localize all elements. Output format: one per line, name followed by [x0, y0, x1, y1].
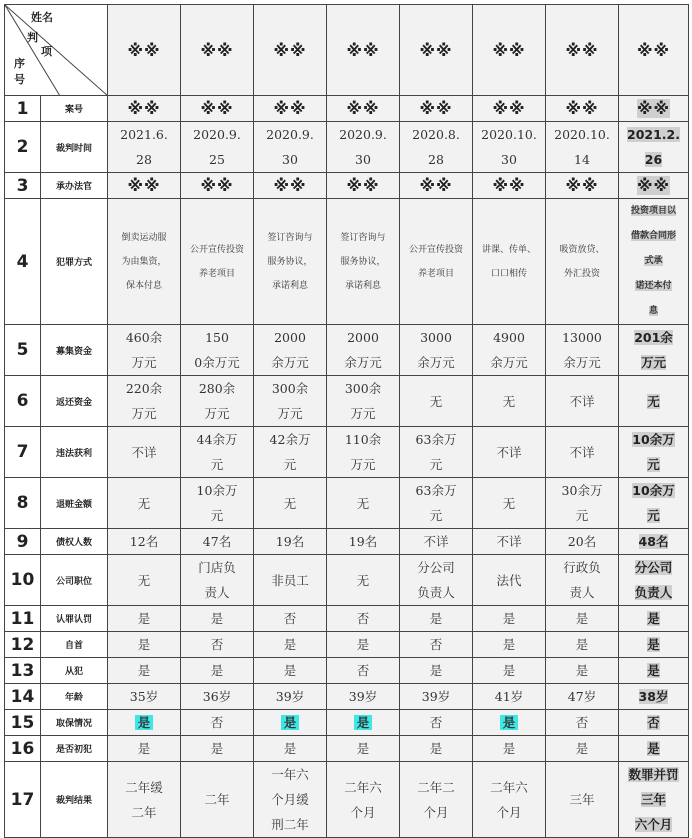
value-cell: 是 — [473, 710, 546, 736]
value-cell: 是 — [400, 736, 473, 762]
value-cell: ※※ — [181, 173, 254, 199]
row-number: 5 — [5, 325, 41, 376]
value-cell: 二年 — [181, 762, 254, 838]
value-cell: 是 — [108, 710, 181, 736]
table-row — [5, 736, 689, 762]
name-cell: ※※ — [108, 5, 181, 96]
value-cell: 不详 — [400, 529, 473, 555]
value-cell: 20名 — [546, 529, 619, 555]
table-row — [5, 199, 689, 325]
value-cell: 三年 — [546, 762, 619, 838]
row-label: 裁判时间 — [41, 122, 108, 173]
value-cell: 150 0余万元 — [181, 325, 254, 376]
value-cell: 是 — [619, 658, 689, 684]
name-cell: ※※ — [473, 5, 546, 96]
value-cell: 否 — [181, 710, 254, 736]
value-cell: 19名 — [254, 529, 327, 555]
value-cell: 2020.9. 30 — [254, 122, 327, 173]
row-label: 犯罪方式 — [41, 199, 108, 325]
value-cell: 42余万 元 — [254, 427, 327, 478]
value-cell: 是 — [181, 658, 254, 684]
name-cell: ※※ — [254, 5, 327, 96]
value-cell: 不详 — [473, 529, 546, 555]
name-cell: ※※ — [181, 5, 254, 96]
row-number: 12 — [5, 632, 41, 658]
value-cell: 公开宣传投资 养老项目 — [400, 199, 473, 325]
value-cell: 2021.6. 28 — [108, 122, 181, 173]
value-cell: ※※ — [473, 173, 546, 199]
corner-seq-label-a: 序 — [14, 57, 25, 70]
value-cell: 不详 — [546, 376, 619, 427]
row-number: 9 — [5, 529, 41, 555]
value-cell: 是 — [546, 606, 619, 632]
table-row — [5, 376, 689, 427]
value-cell: 是 — [181, 736, 254, 762]
row-label: 承办法官 — [41, 173, 108, 199]
value-cell: 二年六 个月 — [327, 762, 400, 838]
value-cell: 2020.10. 30 — [473, 122, 546, 173]
value-cell: 41岁 — [473, 684, 546, 710]
value-cell: 2021.2. 26 — [619, 122, 689, 173]
value-cell: ※※ — [400, 96, 473, 122]
row-number: 7 — [5, 427, 41, 478]
value-cell: 是 — [400, 658, 473, 684]
value-cell: 无 — [108, 555, 181, 606]
value-cell: 39岁 — [327, 684, 400, 710]
value-cell: 2020.8. 28 — [400, 122, 473, 173]
value-cell: ※※ — [473, 96, 546, 122]
row-number: 2 — [5, 122, 41, 173]
value-cell: 是 — [400, 606, 473, 632]
corner-name-label: 姓名 — [31, 11, 53, 24]
value-cell: 48名 — [619, 529, 689, 555]
value-cell: 是 — [619, 736, 689, 762]
row-number: 3 — [5, 173, 41, 199]
value-cell: 否 — [400, 632, 473, 658]
value-cell: 是 — [108, 632, 181, 658]
value-cell: ※※ — [546, 173, 619, 199]
value-cell: 300余 万元 — [327, 376, 400, 427]
value-cell: 讲课、传单、 口口相传 — [473, 199, 546, 325]
value-cell: 10余万 元 — [181, 478, 254, 529]
corner-item-label-a: 判 — [27, 31, 38, 44]
value-cell: 36岁 — [181, 684, 254, 710]
row-number: 13 — [5, 658, 41, 684]
value-cell: 无 — [473, 376, 546, 427]
value-cell: 10余万 元 — [619, 427, 689, 478]
value-cell: ※※ — [619, 173, 689, 199]
value-cell: 无 — [108, 478, 181, 529]
value-cell: ※※ — [108, 96, 181, 122]
value-cell: 13000 余万元 — [546, 325, 619, 376]
value-cell: 3000 余万元 — [400, 325, 473, 376]
value-cell: 数罪并罚 三年 六个月 — [619, 762, 689, 838]
value-cell: 201余 万元 — [619, 325, 689, 376]
table-row — [5, 122, 689, 173]
value-cell: 10余万 元 — [619, 478, 689, 529]
table-row — [5, 555, 689, 606]
value-cell: 2020.9. 25 — [181, 122, 254, 173]
value-cell: 是 — [327, 736, 400, 762]
value-cell: 是 — [327, 632, 400, 658]
value-cell: 4900 余万元 — [473, 325, 546, 376]
value-cell: 35岁 — [108, 684, 181, 710]
value-cell: 倒卖运动服 为由集资， 保本付息 — [108, 199, 181, 325]
value-cell: 是 — [546, 658, 619, 684]
value-cell: ※※ — [254, 173, 327, 199]
row-label: 认罪认罚 — [41, 606, 108, 632]
value-cell: 是 — [254, 632, 327, 658]
value-cell: ※※ — [108, 173, 181, 199]
value-cell: 不详 — [108, 427, 181, 478]
value-cell: 12名 — [108, 529, 181, 555]
row-label: 自首 — [41, 632, 108, 658]
table-row — [5, 325, 689, 376]
value-cell: 110余 万元 — [327, 427, 400, 478]
value-cell: 签订咨询与 服务协议， 承诺利息 — [254, 199, 327, 325]
value-cell: 是 — [546, 632, 619, 658]
value-cell: 38岁 — [619, 684, 689, 710]
value-cell: 63余万 元 — [400, 478, 473, 529]
row-label: 年龄 — [41, 684, 108, 710]
row-number: 17 — [5, 762, 41, 838]
value-cell: 分公司 负责人 — [400, 555, 473, 606]
row-label: 违法获利 — [41, 427, 108, 478]
value-cell: 二年六 个月 — [473, 762, 546, 838]
corner-item-label-b: 项 — [41, 45, 52, 58]
value-cell: 2000 余万元 — [254, 325, 327, 376]
value-cell: 分公司 负责人 — [619, 555, 689, 606]
row-number: 10 — [5, 555, 41, 606]
value-cell: 一年六 个月缓 刑二年 — [254, 762, 327, 838]
value-cell: ※※ — [400, 173, 473, 199]
corner-header-cell — [5, 5, 108, 96]
value-cell: 二年二 个月 — [400, 762, 473, 838]
value-cell: 是 — [254, 736, 327, 762]
value-cell: 不详 — [546, 427, 619, 478]
row-label: 从犯 — [41, 658, 108, 684]
value-cell: ※※ — [327, 96, 400, 122]
value-cell: 2020.9. 30 — [327, 122, 400, 173]
value-cell: 否 — [254, 606, 327, 632]
value-cell: 是 — [473, 658, 546, 684]
corner-seq-label-b: 号 — [14, 73, 25, 86]
row-number: 6 — [5, 376, 41, 427]
value-cell: 门店负 责人 — [181, 555, 254, 606]
value-cell: 300余 万元 — [254, 376, 327, 427]
value-cell: 47岁 — [546, 684, 619, 710]
value-cell: ※※ — [327, 173, 400, 199]
value-cell: 不详 — [473, 427, 546, 478]
value-cell: 是 — [473, 736, 546, 762]
value-cell: 280余 万元 — [181, 376, 254, 427]
value-cell: ※※ — [254, 96, 327, 122]
value-cell: 47名 — [181, 529, 254, 555]
value-cell: 63余万 元 — [400, 427, 473, 478]
value-cell: 否 — [400, 710, 473, 736]
value-cell: 公开宣传投资 养老项目 — [181, 199, 254, 325]
value-cell: 30余万 元 — [546, 478, 619, 529]
value-cell: 法代 — [473, 555, 546, 606]
row-label: 退赃金额 — [41, 478, 108, 529]
value-cell: 2020.10. 14 — [546, 122, 619, 173]
case-comparison-table — [4, 4, 689, 838]
row-number: 16 — [5, 736, 41, 762]
value-cell: 否 — [181, 632, 254, 658]
value-cell: 是 — [254, 658, 327, 684]
value-cell: ※※ — [619, 96, 689, 122]
table-row — [5, 478, 689, 529]
value-cell: 无 — [619, 376, 689, 427]
value-cell: 是 — [473, 632, 546, 658]
value-cell: 无 — [400, 376, 473, 427]
value-cell: 是 — [108, 606, 181, 632]
value-cell: 是 — [108, 658, 181, 684]
value-cell: 二年缓 二年 — [108, 762, 181, 838]
name-cell: ※※ — [619, 5, 689, 96]
row-label: 返还资金 — [41, 376, 108, 427]
value-cell: 39岁 — [254, 684, 327, 710]
value-cell: 220余 万元 — [108, 376, 181, 427]
value-cell: 吸资放贷、 外汇投资 — [546, 199, 619, 325]
value-cell: 行政负 责人 — [546, 555, 619, 606]
value-cell: 是 — [546, 736, 619, 762]
table-row — [5, 529, 689, 555]
row-label: 是否初犯 — [41, 736, 108, 762]
value-cell: 2000 余万元 — [327, 325, 400, 376]
value-cell: 是 — [181, 606, 254, 632]
table-row — [5, 632, 689, 658]
value-cell: 否 — [327, 606, 400, 632]
value-cell: 460余 万元 — [108, 325, 181, 376]
value-cell: 19名 — [327, 529, 400, 555]
value-cell: 是 — [254, 710, 327, 736]
row-label: 裁判结果 — [41, 762, 108, 838]
value-cell: 39岁 — [400, 684, 473, 710]
table-row — [5, 96, 689, 122]
row-label: 募集资金 — [41, 325, 108, 376]
value-cell: 是 — [473, 606, 546, 632]
value-cell: 是 — [327, 710, 400, 736]
table-row — [5, 684, 689, 710]
table-row — [5, 427, 689, 478]
row-number: 14 — [5, 684, 41, 710]
row-label: 取保情况 — [41, 710, 108, 736]
value-cell: 是 — [619, 632, 689, 658]
value-cell: 签订咨询与 服务协议， 承诺利息 — [327, 199, 400, 325]
table-row — [5, 658, 689, 684]
value-cell: 无 — [327, 555, 400, 606]
value-cell: 无 — [327, 478, 400, 529]
table-row — [5, 762, 689, 838]
row-label: 债权人数 — [41, 529, 108, 555]
table-row — [5, 710, 689, 736]
row-number: 15 — [5, 710, 41, 736]
header-row — [5, 5, 689, 96]
value-cell: 无 — [254, 478, 327, 529]
name-cell: ※※ — [400, 5, 473, 96]
value-cell: 是 — [619, 606, 689, 632]
value-cell: ※※ — [181, 96, 254, 122]
value-cell: 投资项目以 借款合同形 式承 诺还本付 息 — [619, 199, 689, 325]
row-label: 案号 — [41, 96, 108, 122]
value-cell: 非员工 — [254, 555, 327, 606]
table-row — [5, 606, 689, 632]
value-cell: 否 — [546, 710, 619, 736]
row-number: 11 — [5, 606, 41, 632]
value-cell: 否 — [619, 710, 689, 736]
value-cell: 是 — [108, 736, 181, 762]
name-cell: ※※ — [327, 5, 400, 96]
value-cell: 44余万 元 — [181, 427, 254, 478]
row-label: 公司职位 — [41, 555, 108, 606]
value-cell: ※※ — [546, 96, 619, 122]
value-cell: 无 — [473, 478, 546, 529]
table-row — [5, 173, 689, 199]
value-cell: 否 — [327, 658, 400, 684]
row-number: 1 — [5, 96, 41, 122]
row-number: 4 — [5, 199, 41, 325]
row-number: 8 — [5, 478, 41, 529]
name-cell: ※※ — [546, 5, 619, 96]
